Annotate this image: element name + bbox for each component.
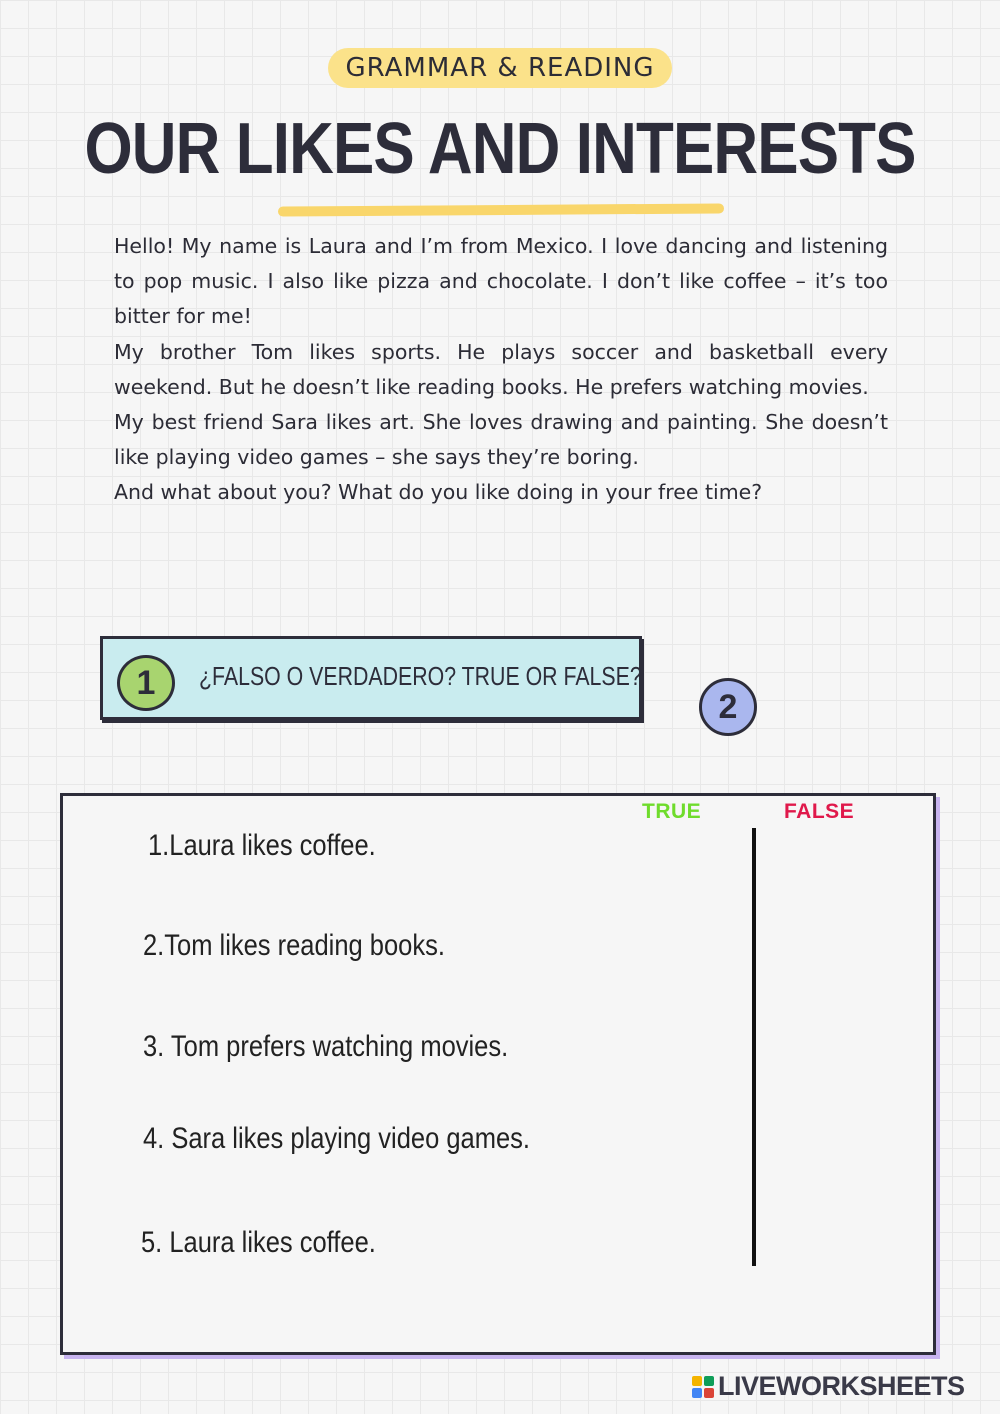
reading-passage bbox=[114, 229, 888, 511]
true-false-box bbox=[60, 793, 936, 1355]
passage-paragraph: And what about you? What do you like doing in your free time? bbox=[114, 480, 763, 505]
page-title: OUR LIKES AND INTERESTS bbox=[84, 109, 916, 189]
section-tag: GRAMMAR & READING bbox=[328, 48, 672, 88]
statement-1: 1.Laura likes coffee. bbox=[148, 829, 376, 862]
false-column-header: FALSE bbox=[784, 800, 855, 823]
passage-paragraph: My best friend Sara likes art. She loves drawing and painting. She doesn’t like playing video games – she says they’re boring. bbox=[114, 410, 888, 470]
liveworksheets-logo-icon bbox=[692, 1376, 714, 1398]
statement-2: 2.Tom likes reading books. bbox=[143, 929, 445, 962]
true-column-header: TRUE bbox=[642, 800, 702, 823]
statement-3: 3. Tom prefers watching movies. bbox=[143, 1030, 509, 1063]
exercise-1-instructions: ¿FALSO O VERDADERO? TRUE OR FALSE? bbox=[199, 661, 642, 691]
exercise-1-banner bbox=[100, 636, 642, 720]
brand-name: LIVEWORKSHEETS bbox=[718, 1371, 965, 1401]
title-underline bbox=[278, 203, 724, 216]
passage-paragraph: Hello! My name is Laura and I’m from Mexico. I love dancing and listening to pop music. I also like pizza and chocolate. I don’t like coffee – it’s too bitter for me! bbox=[114, 234, 888, 329]
exercise-2-number-badge: 2 bbox=[699, 678, 757, 736]
statement-5: 5. Laura likes coffee. bbox=[141, 1226, 376, 1259]
liveworksheets-brand[interactable] bbox=[692, 1371, 965, 1402]
statement-4: 4. Sara likes playing video games. bbox=[143, 1122, 530, 1155]
passage-paragraph: My brother Tom likes sports. He plays soccer and basketball every weekend. But he doesn’t like reading books. He prefers watching movies. bbox=[114, 339, 888, 399]
column-divider bbox=[752, 828, 756, 1266]
exercise-1-number-badge: 1 bbox=[117, 655, 175, 711]
